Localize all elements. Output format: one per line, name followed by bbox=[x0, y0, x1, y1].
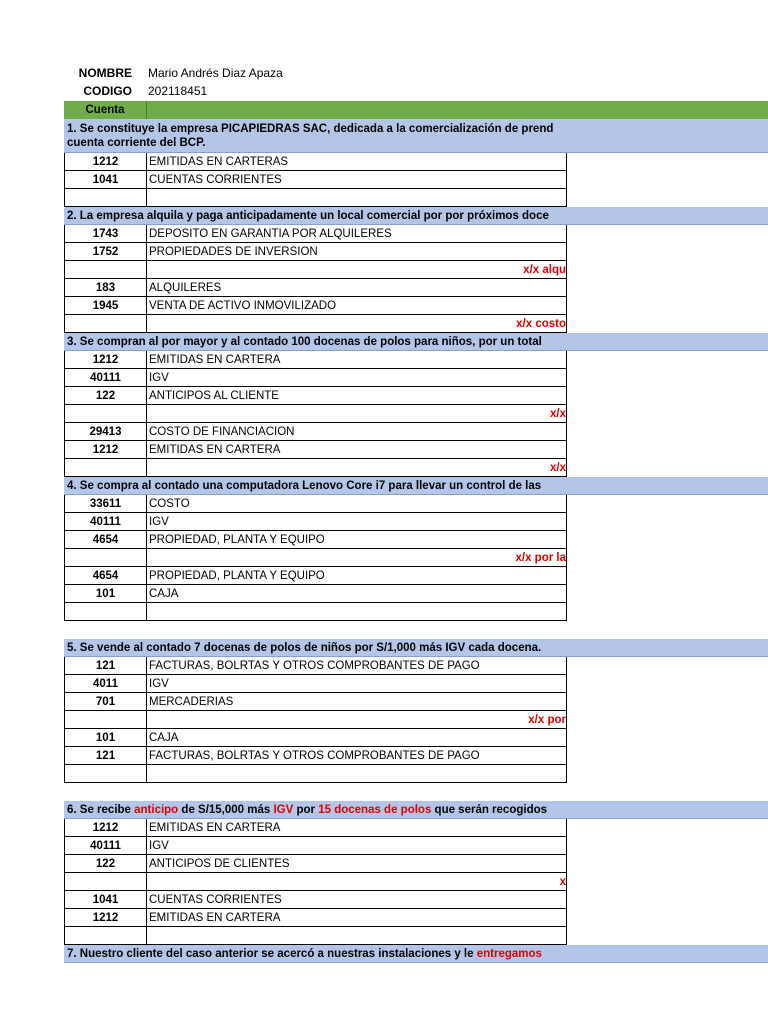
account-row[interactable] bbox=[64, 657, 567, 675]
account-row[interactable] bbox=[64, 891, 567, 909]
spacer-row bbox=[64, 621, 768, 639]
blank-code-cell bbox=[65, 189, 147, 207]
gloss-text: x/x por la bbox=[515, 552, 566, 564]
account-code: 1041 bbox=[65, 891, 147, 909]
account-row[interactable] bbox=[64, 369, 567, 387]
account-description: IGV bbox=[149, 372, 169, 384]
account-description: PROPIEDADES DE INVERSION bbox=[149, 246, 318, 258]
gloss-row[interactable] bbox=[64, 549, 567, 567]
account-code: 1212 bbox=[65, 153, 147, 171]
account-row[interactable] bbox=[64, 909, 567, 927]
account-description: COSTO DE FINANCIACION bbox=[149, 426, 295, 438]
blank-row[interactable] bbox=[64, 927, 567, 945]
section-title-part: 15 docenas de polos bbox=[318, 804, 432, 816]
account-description: MERCADERIAS bbox=[149, 696, 234, 708]
account-row[interactable] bbox=[64, 729, 567, 747]
gloss-text: x bbox=[559, 876, 566, 888]
account-description: DEPOSITO EN GARANTIA POR ALQUILERES bbox=[149, 228, 392, 240]
account-code: 40111 bbox=[65, 513, 147, 531]
account-row[interactable] bbox=[64, 351, 567, 369]
account-code: 101 bbox=[65, 729, 147, 747]
gloss-text: x/x bbox=[550, 408, 566, 420]
section-title-2 bbox=[64, 207, 768, 225]
account-description: IGV bbox=[149, 840, 169, 852]
gloss-row[interactable] bbox=[64, 459, 567, 477]
account-code: 33611 bbox=[65, 495, 147, 513]
account-row[interactable] bbox=[64, 513, 567, 531]
account-code: 1212 bbox=[65, 819, 147, 837]
account-code: 1752 bbox=[65, 243, 147, 261]
account-code: 121 bbox=[65, 747, 147, 765]
gloss-code-cell bbox=[65, 315, 147, 333]
section-title-7 bbox=[64, 945, 768, 963]
blank-row[interactable] bbox=[64, 189, 567, 207]
section-title-part: 7. Nuestro cliente del caso anterior se acercó a nuestras instalaciones y le bbox=[67, 948, 477, 960]
gloss-row[interactable] bbox=[64, 711, 567, 729]
section-title-part: IGV bbox=[273, 804, 294, 816]
account-row[interactable] bbox=[64, 675, 567, 693]
gloss-row[interactable] bbox=[64, 873, 567, 891]
gloss-text: x/x costo bbox=[516, 318, 566, 330]
account-code: 1212 bbox=[65, 351, 147, 369]
account-code: 4011 bbox=[65, 675, 147, 693]
section-title-part: que serán recogidos bbox=[431, 804, 548, 816]
account-row[interactable] bbox=[64, 225, 567, 243]
account-description: CUENTAS CORRIENTES bbox=[149, 174, 282, 186]
blank-code-cell bbox=[65, 927, 147, 945]
account-row[interactable] bbox=[64, 153, 567, 171]
section-title-4 bbox=[64, 477, 768, 495]
gloss-code-cell bbox=[65, 549, 147, 567]
gloss-code-cell bbox=[65, 873, 147, 891]
account-description: FACTURAS, BOLRTAS Y OTROS COMPROBANTES DE PAGO bbox=[149, 750, 480, 762]
account-description: COSTO bbox=[149, 498, 190, 510]
account-code: 101 bbox=[65, 585, 147, 603]
gloss-code-cell bbox=[65, 459, 147, 477]
account-description: ALQUILERES bbox=[149, 282, 222, 294]
account-description: EMITIDAS EN CARTERA bbox=[149, 354, 281, 366]
account-code: 40111 bbox=[65, 369, 147, 387]
cuenta-column-header: Cuenta bbox=[64, 101, 147, 119]
account-row[interactable] bbox=[64, 297, 567, 315]
account-description: EMITIDAS EN CARTERAS bbox=[149, 156, 289, 168]
blank-code-cell bbox=[65, 603, 147, 621]
account-code: 121 bbox=[65, 657, 147, 675]
section-title-text-line2: cuenta corriente del BCP. bbox=[67, 137, 206, 149]
section-title-1 bbox=[64, 119, 768, 153]
account-row[interactable] bbox=[64, 855, 567, 873]
account-description: PROPIEDAD, PLANTA Y EQUIPO bbox=[149, 570, 325, 582]
table-header-bar bbox=[64, 101, 768, 119]
gloss-code-cell bbox=[65, 711, 147, 729]
section-title-text: 4. Se compra al contado una computadora Lenovo Core i7 para llevar un control de las bbox=[67, 480, 542, 492]
account-code: 1212 bbox=[65, 909, 147, 927]
section-title-part: entregamos bbox=[476, 948, 542, 960]
account-description: EMITIDAS EN CARTERA bbox=[149, 912, 281, 924]
account-row[interactable] bbox=[64, 747, 567, 765]
blank-code-cell bbox=[65, 765, 147, 783]
section-title-part: por bbox=[293, 804, 319, 816]
account-description: ANTICIPOS AL CLIENTE bbox=[149, 390, 279, 402]
account-description: ANTICIPOS DE CLIENTES bbox=[149, 858, 290, 870]
account-code: 1945 bbox=[65, 297, 147, 315]
ledger-sheet bbox=[64, 101, 768, 963]
gloss-text: x/x bbox=[550, 462, 566, 474]
gloss-text: x/x alqu bbox=[523, 264, 566, 276]
account-code: 122 bbox=[65, 387, 147, 405]
section-title-text: 2. La empresa alquila y paga anticipadamente un local comercial por por próximos doce bbox=[67, 210, 549, 222]
account-description: VENTA DE ACTIVO INMOVILIZADO bbox=[149, 300, 337, 312]
account-row[interactable] bbox=[64, 243, 567, 261]
account-code: 1041 bbox=[65, 171, 147, 189]
section-title-text: 3. Se compran al por mayor y al contado 100 docenas de polos para niños, por un total bbox=[67, 336, 542, 348]
account-description: EMITIDAS EN CARTERA bbox=[149, 444, 281, 456]
account-code: 29413 bbox=[65, 423, 147, 441]
account-code: 1212 bbox=[65, 441, 147, 459]
account-code: 4654 bbox=[65, 531, 147, 549]
account-description: IGV bbox=[149, 516, 169, 528]
spacer-row bbox=[64, 783, 768, 801]
section-title-text: 5. Se vende al contado 7 docenas de polos de niños por S/1,000 más IGV cada docena. bbox=[67, 642, 542, 654]
account-row[interactable] bbox=[64, 693, 567, 711]
account-description: EMITIDAS EN CARTERA bbox=[149, 822, 281, 834]
gloss-code-cell bbox=[65, 405, 147, 423]
blank-row[interactable] bbox=[64, 603, 567, 621]
account-description: CUENTAS CORRIENTES bbox=[149, 894, 282, 906]
section-title-part: 6. Se recibe bbox=[67, 804, 135, 816]
section-title-5 bbox=[64, 639, 768, 657]
account-row[interactable] bbox=[64, 387, 567, 405]
account-row[interactable] bbox=[64, 495, 567, 513]
account-code: 183 bbox=[65, 279, 147, 297]
section-title-part: anticipo bbox=[134, 804, 179, 816]
account-row[interactable] bbox=[64, 171, 567, 189]
section-title-3 bbox=[64, 333, 768, 351]
gloss-code-cell bbox=[65, 261, 147, 279]
account-description: CAJA bbox=[149, 732, 179, 744]
gloss-row[interactable] bbox=[64, 261, 567, 279]
account-row[interactable] bbox=[64, 423, 567, 441]
account-description: IGV bbox=[149, 678, 169, 690]
account-description: CAJA bbox=[149, 588, 179, 600]
codigo-label: CODIGO bbox=[83, 84, 132, 98]
account-code: 701 bbox=[65, 693, 147, 711]
section-title-part: de S/15,000 más bbox=[178, 804, 274, 816]
account-row[interactable] bbox=[64, 819, 567, 837]
account-row[interactable] bbox=[64, 585, 567, 603]
gloss-row[interactable] bbox=[64, 405, 567, 423]
account-row[interactable] bbox=[64, 531, 567, 549]
section-title-text: 1. Se constituye la empresa PICAPIEDRAS SAC, dedicada a la comercialización de prend bbox=[67, 123, 554, 135]
nombre-value: Mario Andrés Diaz Apaza bbox=[148, 66, 283, 80]
nombre-label: NOMBRE bbox=[78, 66, 132, 80]
gloss-row[interactable] bbox=[64, 315, 567, 333]
account-description: FACTURAS, BOLRTAS Y OTROS COMPROBANTES DE PAGO bbox=[149, 660, 480, 672]
account-row[interactable] bbox=[64, 567, 567, 585]
account-row[interactable] bbox=[64, 279, 567, 297]
blank-row[interactable] bbox=[64, 765, 567, 783]
account-row[interactable] bbox=[64, 441, 567, 459]
account-code: 1743 bbox=[65, 225, 147, 243]
section-title-6 bbox=[64, 801, 768, 819]
account-code: 4654 bbox=[65, 567, 147, 585]
gloss-text: x/x por bbox=[528, 714, 566, 726]
account-row[interactable] bbox=[64, 837, 567, 855]
account-code: 40111 bbox=[65, 837, 147, 855]
codigo-value: 202118451 bbox=[148, 84, 208, 98]
account-code: 122 bbox=[65, 855, 147, 873]
account-description: PROPIEDAD, PLANTA Y EQUIPO bbox=[149, 534, 325, 546]
